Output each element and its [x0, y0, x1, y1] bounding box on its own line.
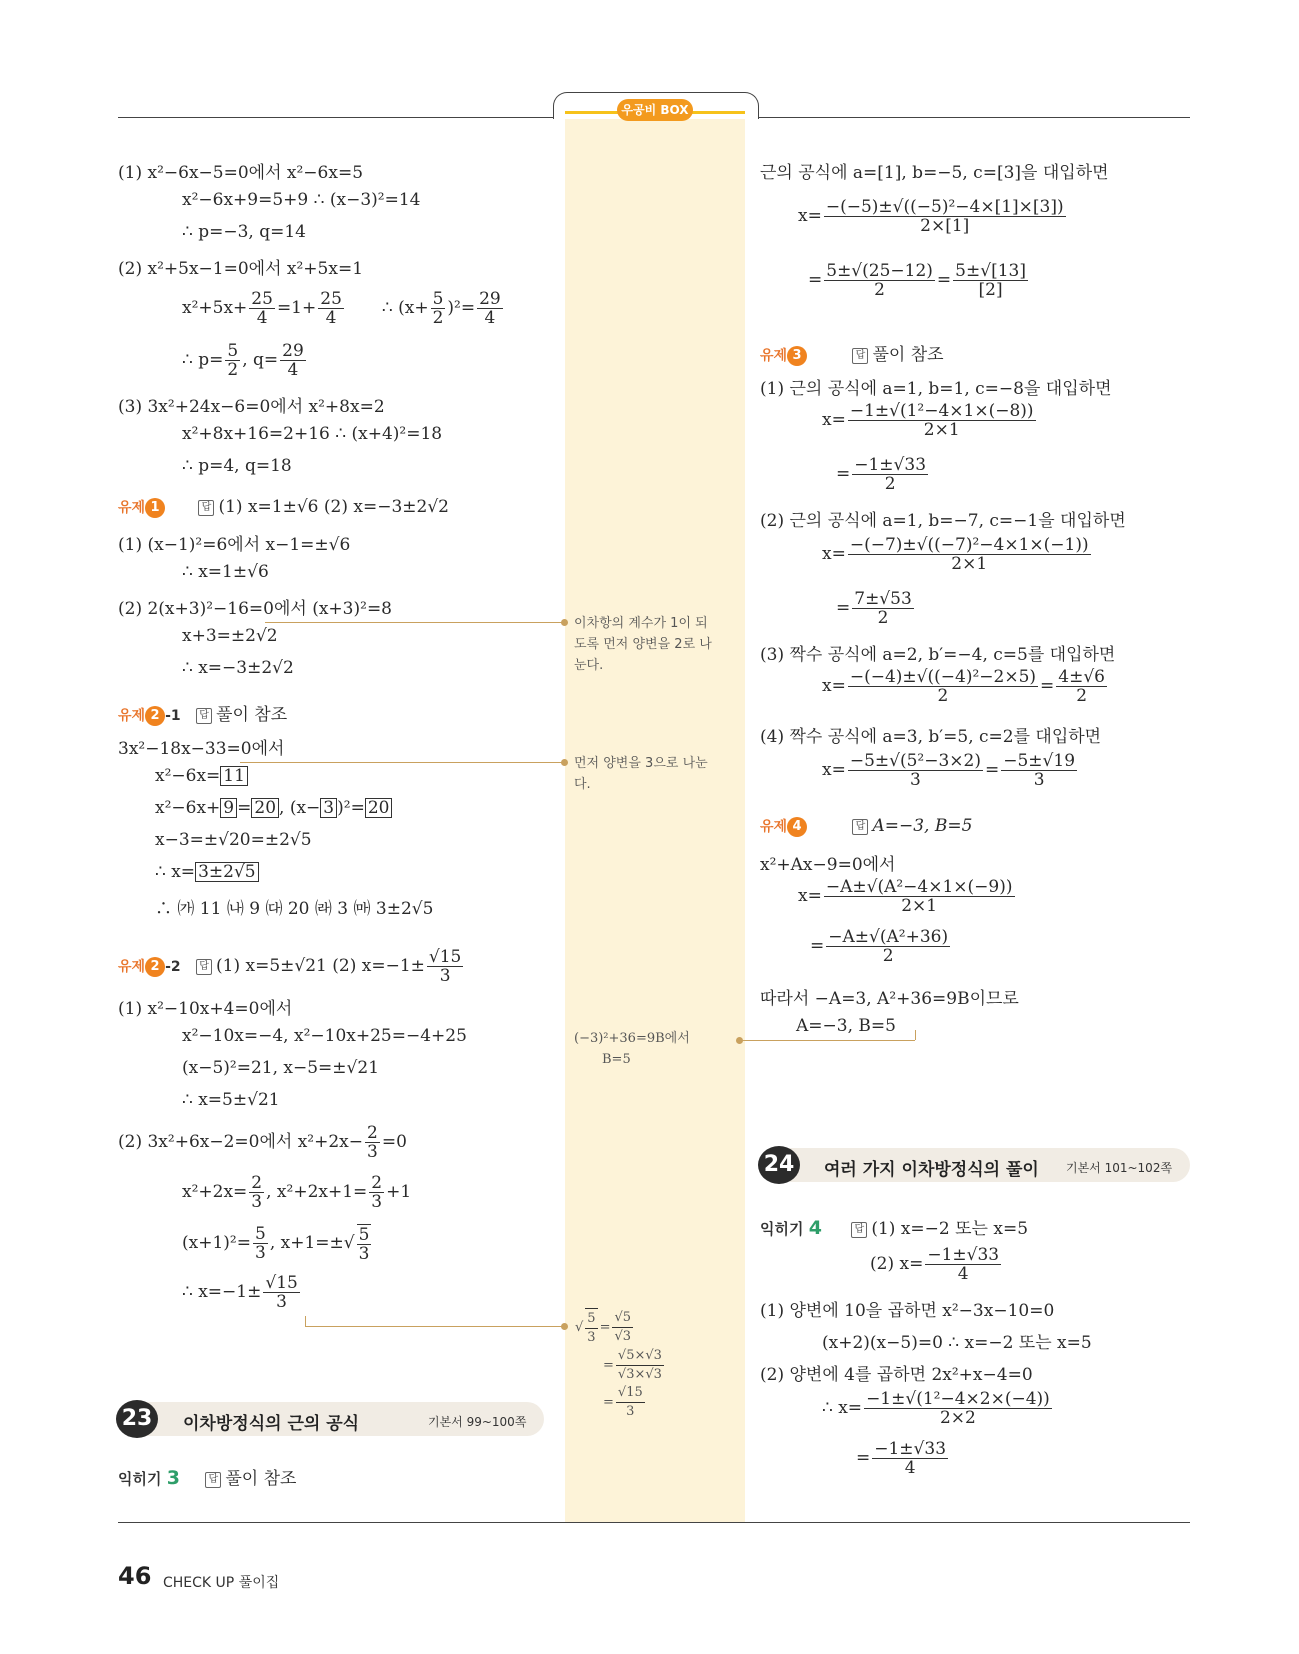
ex4-a: x²+Ax−9=0에서 [760, 855, 896, 875]
ex1-1b: ∴ x=1±√6 [182, 562, 269, 582]
ex2-2-2b: x²+2x= $\frac{2}{3}$ , x²+2x+1= $\frac{2}{3}$ +1 [182, 1173, 412, 1212]
bottom-rule [118, 1522, 1190, 1523]
note-3: (−3)²+36=9B에서 B=5 [574, 1031, 690, 1067]
answer-icon: 답 [205, 1472, 221, 1488]
ex1-2b: x+3=±2√2 [182, 626, 278, 646]
ex2-2-header: 유제 2 -2 답 (1) x=5±√21 (2) x=−1± $\frac{√15}{3}$ [118, 947, 462, 986]
section-24-number: 24 [758, 1146, 800, 1184]
ex2-1c: x²−6x+ 9 = 20 , (x− 3 )²= 20 [155, 798, 392, 818]
ex4-b: x= $\frac{\text{−A±√(A²−4×1×(−9))}}{2\times 1}$ [798, 877, 1013, 916]
ex2-2-1c: (x−5)²=21, x−5=±√21 [182, 1058, 380, 1078]
ex2-1e: ∴ x= 3±2√5 [155, 862, 259, 882]
answer-icon: 답 [198, 500, 214, 516]
ex4-c: = $\frac{\text{−A±√(A²+36)}}{2}$ [810, 927, 949, 966]
ex3-2c: = $\frac{7\pm√53}{2}$ [836, 589, 912, 628]
top-rule-right [756, 117, 1190, 118]
top-rule-left [118, 117, 554, 118]
note-1: 이차항의 계수가 1이 되 도록 먼저 양변을 2로 나 눈다. [574, 616, 712, 673]
ex4-e: A=−3, B=5 [796, 1016, 896, 1036]
ex2-1-header: 유제 2 -1 답 풀이 참조 [118, 705, 288, 725]
p4-s2c: = $\frac{-1\pm√33}{4}$ [856, 1439, 947, 1478]
p1-1b: x²−6x+9=5+9 ∴ (x−3)²=14 [182, 190, 421, 210]
ex1-2a: (2) 2(x+3)²−16=0에서 (x+3)²=8 [118, 599, 392, 619]
ex2-2-1d: ∴ x=5±√21 [182, 1090, 280, 1110]
answer-icon: 답 [852, 819, 868, 835]
ex2-1d: x−3=±√20=±2√5 [155, 830, 312, 850]
connector-2 [240, 762, 565, 763]
r-top-c: = $\frac{5\pm√(25-12)}{2}$ = $\frac{5\pm√[13]}{[2]}$ [808, 261, 1026, 300]
section-23-title: 이차방정식의 근의 공식 [183, 1414, 360, 1434]
ex2-2-2c: (x+1)²= $\frac{5}{3}$ , x+1=±√ $\frac{5}{3}$ [182, 1224, 370, 1264]
p1-2b: x²+5x+ $\frac{25}{4}$ =1+ $\frac{25}{4}$ ∴ (x+ $\frac{5}{2}$ )²= $\frac{29}{4}$ [182, 289, 501, 328]
ex3-header: 유제 3 답 풀이 참조 [760, 345, 944, 365]
note-2: 먼저 양변을 3으로 나눈 다. [574, 756, 708, 792]
connector-1 [265, 622, 565, 623]
answer-icon: 답 [196, 708, 212, 724]
ex2-1a: 3x²−18x−33=0에서 [118, 739, 285, 759]
ex1-1a: (1) (x−1)²=6에서 x−1=±√6 [118, 535, 351, 555]
p1-1a: (1) x²−6x−5=0에서 x²−6x=5 [118, 163, 364, 183]
ex2-2-2a: (2) 3x²+6x−2=0에서 x²+2x− $\frac{2}{3}$ =0 [118, 1123, 407, 1162]
ex4-d: 따라서 −A=3, A²+36=9B이므로 [760, 989, 1019, 1009]
ex3-2b: x= $\frac{\text{−(−7)±√((−7)²−4×1×(−1))}}{2\times 1}$ [822, 535, 1089, 574]
note-4: √ $\frac{5}{3}$ = $\frac{√5}{√3}$ = $\frac{√5\times√3}{√3\times√3}$ = $\frac{√15}{3}$ [575, 1310, 662, 1419]
r-top-b: x= $\frac{\text{−(−5)±√((−5)²−4×[1]×[3])}}{2\times[1]}$ [798, 197, 1064, 236]
ex2-2-1a: (1) x²−10x+4=0에서 [118, 999, 293, 1019]
answer-icon: 답 [196, 959, 212, 975]
ex3-3a: (3) 짝수 공식에 a=2, b′=−4, c=5를 대입하면 [760, 645, 1116, 665]
ex1-header: 유제 1 답 (1) x=1±√6 (2) x=−3±2√2 [118, 497, 449, 517]
p1-1c: ∴ p=−3, q=14 [182, 222, 306, 242]
footer-title: CHECK UP 풀이집 [163, 1575, 280, 1591]
ex3-2a: (2) 근의 공식에 a=1, b=−7, c=−1을 대입하면 [760, 511, 1126, 531]
p4-s1b: (x+2)(x−5)=0 ∴ x=−2 또는 x=5 [822, 1333, 1092, 1353]
p1-3a: (3) 3x²+24x−6=0에서 x²+8x=2 [118, 397, 385, 417]
ex3-4a: (4) 짝수 공식에 a=3, b′=5, c=2를 대입하면 [760, 727, 1102, 747]
connector-3 [740, 1040, 915, 1041]
practice-4-ans2: (2) x= $\frac{-1\pm√33}{4}$ [870, 1245, 1000, 1284]
ex3-1b: x= $\frac{\text{−1±√(1²−4×1×(−8))}}{2\times 1}$ [822, 401, 1034, 440]
box-tab-label: 우공비 BOX [617, 99, 693, 121]
p1-2c: ∴ p= $\frac{5}{2}$ , q= $\frac{29}{4}$ [182, 341, 304, 380]
p4-s1a: (1) 양변에 10을 곱하면 x²−3x−10=0 [760, 1301, 1055, 1321]
section-24-ref: 기본서 101~102쪽 [1066, 1161, 1173, 1175]
section-23-ref: 기본서 99~100쪽 [428, 1415, 527, 1429]
ex2-1b: x²−6x= 11 [155, 766, 248, 786]
ex2-1f: ∴ ㈎ 11 ㈏ 9 ㈐ 20 ㈑ 3 ㈒ 3±2√5 [155, 899, 434, 919]
ex3-4b: x= $\frac{\text{−5±√(5²−3×2)}}{3}$ = $\frac{-5\pm√19}{3}$ [822, 751, 1076, 790]
r-top-a: 근의 공식에 a=[1], b=−5, c=[3]을 대입하면 [760, 163, 1109, 183]
p1-3c: ∴ p=4, q=18 [182, 456, 292, 476]
answer-icon: 답 [852, 348, 868, 364]
p4-s2b: ∴ x= $\frac{\text{−1±√(1²−4×2×(−4))}}{2\times 2}$ [822, 1389, 1050, 1428]
ex1-2c: ∴ x=−3±2√2 [182, 658, 294, 678]
ex3-1c: = $\frac{-1\pm√33}{2}$ [836, 455, 927, 494]
section-24-title: 여러 가지 이차방정식의 풀이 [824, 1160, 1039, 1180]
answer-icon: 답 [851, 1222, 867, 1238]
ex3-3b: x= $\frac{\text{−(−4)±√((−4)²−2×5)}}{2}$ = $\frac{4\pm√6}{2}$ [822, 667, 1105, 706]
p1-3b: x²+8x+16=2+16 ∴ (x+4)²=18 [182, 424, 443, 444]
page-number: 46 [118, 1562, 152, 1590]
ex2-2-2d: ∴ x=−1± $\frac{√15}{3}$ [182, 1273, 298, 1312]
section-23-number: 23 [116, 1400, 158, 1438]
p4-s2a: (2) 양변에 4를 곱하면 2x²+x−4=0 [760, 1365, 1033, 1385]
connector-4 [305, 1326, 565, 1327]
ex3-1a: (1) 근의 공식에 a=1, b=1, c=−8을 대입하면 [760, 379, 1112, 399]
ex1-badge: 1 [145, 498, 165, 518]
ex2-2-1b: x²−10x=−4, x²−10x+25=−4+25 [182, 1026, 467, 1046]
ex4-header: 유제 4 답 A=−3, B=5 [760, 816, 973, 836]
p1-2a: (2) x²+5x−1=0에서 x²+5x=1 [118, 259, 364, 279]
practice-4: 익히기 4 답 (1) x=−2 또는 x=5 [760, 1217, 1029, 1239]
box-tab [553, 92, 757, 116]
practice-3: 익히기 3 답 풀이 참조 [118, 1467, 297, 1489]
